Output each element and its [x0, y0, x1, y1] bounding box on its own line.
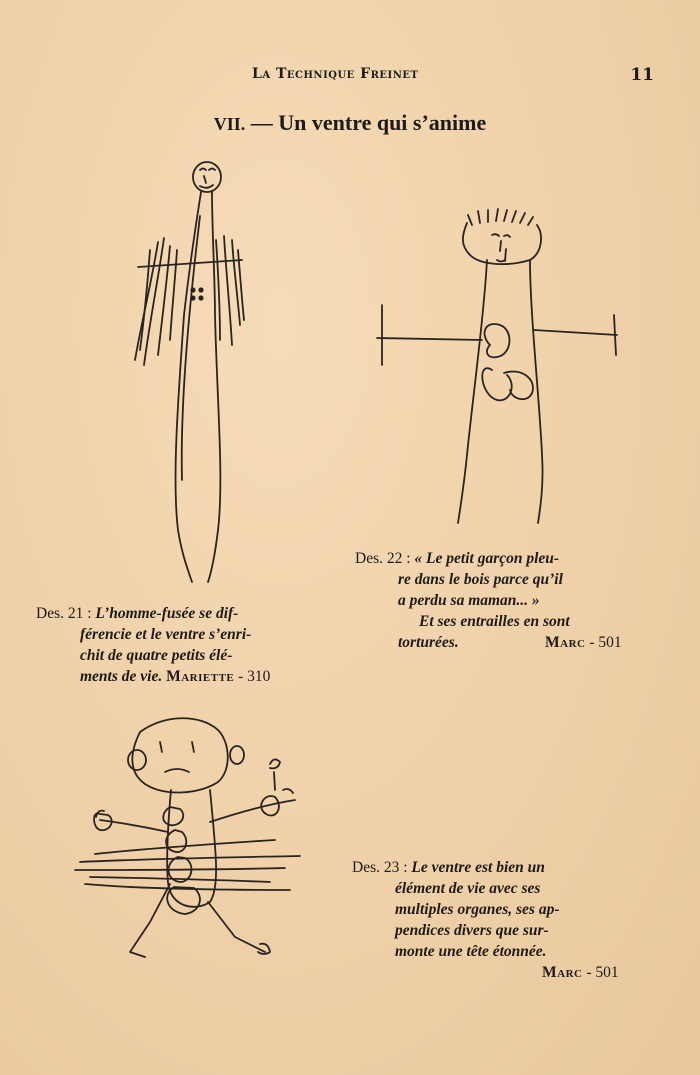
chapter-dash: —: [250, 110, 273, 135]
caption-drawing-21: [36, 603, 336, 687]
drawing-rocket-man: [120, 150, 260, 590]
caption-label: Des. 22 :: [355, 550, 411, 567]
caption-code: - 501: [589, 634, 622, 651]
drawing-surprised-figure: [70, 712, 310, 977]
caption-code: - 501: [586, 964, 619, 981]
caption-line: chit de quatre petits élé-: [80, 647, 233, 664]
caption-line: ments de vie.: [80, 668, 163, 685]
caption-line: L’homme-fusée se dif-: [95, 605, 239, 622]
caption-line: torturées.: [398, 634, 459, 651]
chapter-number: VII.: [213, 114, 246, 134]
running-head: [0, 66, 700, 90]
caption-drawing-22: [355, 548, 655, 653]
running-title: La Technique Freinet: [252, 66, 419, 82]
caption-line: monte une tête étonnée.: [395, 943, 547, 960]
caption-label: Des. 23 :: [352, 859, 408, 876]
caption-line: pendices divers que sur-: [395, 922, 549, 939]
caption-label: Des. 21 :: [36, 605, 92, 622]
chapter-title-text: Un ventre qui s’anime: [278, 110, 487, 135]
caption-line: Et ses entrailles en sont: [419, 613, 570, 630]
caption-line: Le ventre est bien un: [411, 859, 545, 876]
caption-line: a perdu sa maman... »: [398, 592, 540, 609]
caption-line: férencie et le ventre s’enri-: [80, 626, 252, 643]
caption-line: re dans le bois parce qu’il: [398, 571, 563, 588]
caption-author: Mariette: [166, 668, 235, 685]
caption-line: multiples organes, ses ap-: [395, 901, 560, 918]
caption-drawing-23: [352, 857, 652, 983]
caption-code: - 310: [238, 668, 271, 685]
chapter-title: [0, 110, 700, 136]
caption-author: Marc: [545, 634, 586, 651]
page-number: 11: [630, 65, 654, 85]
caption-author: Marc: [542, 964, 583, 981]
caption-line: élément de vie avec ses: [395, 880, 541, 897]
drawing-crying-boy: [372, 205, 622, 535]
caption-line: « Le petit garçon pleu-: [414, 550, 560, 567]
